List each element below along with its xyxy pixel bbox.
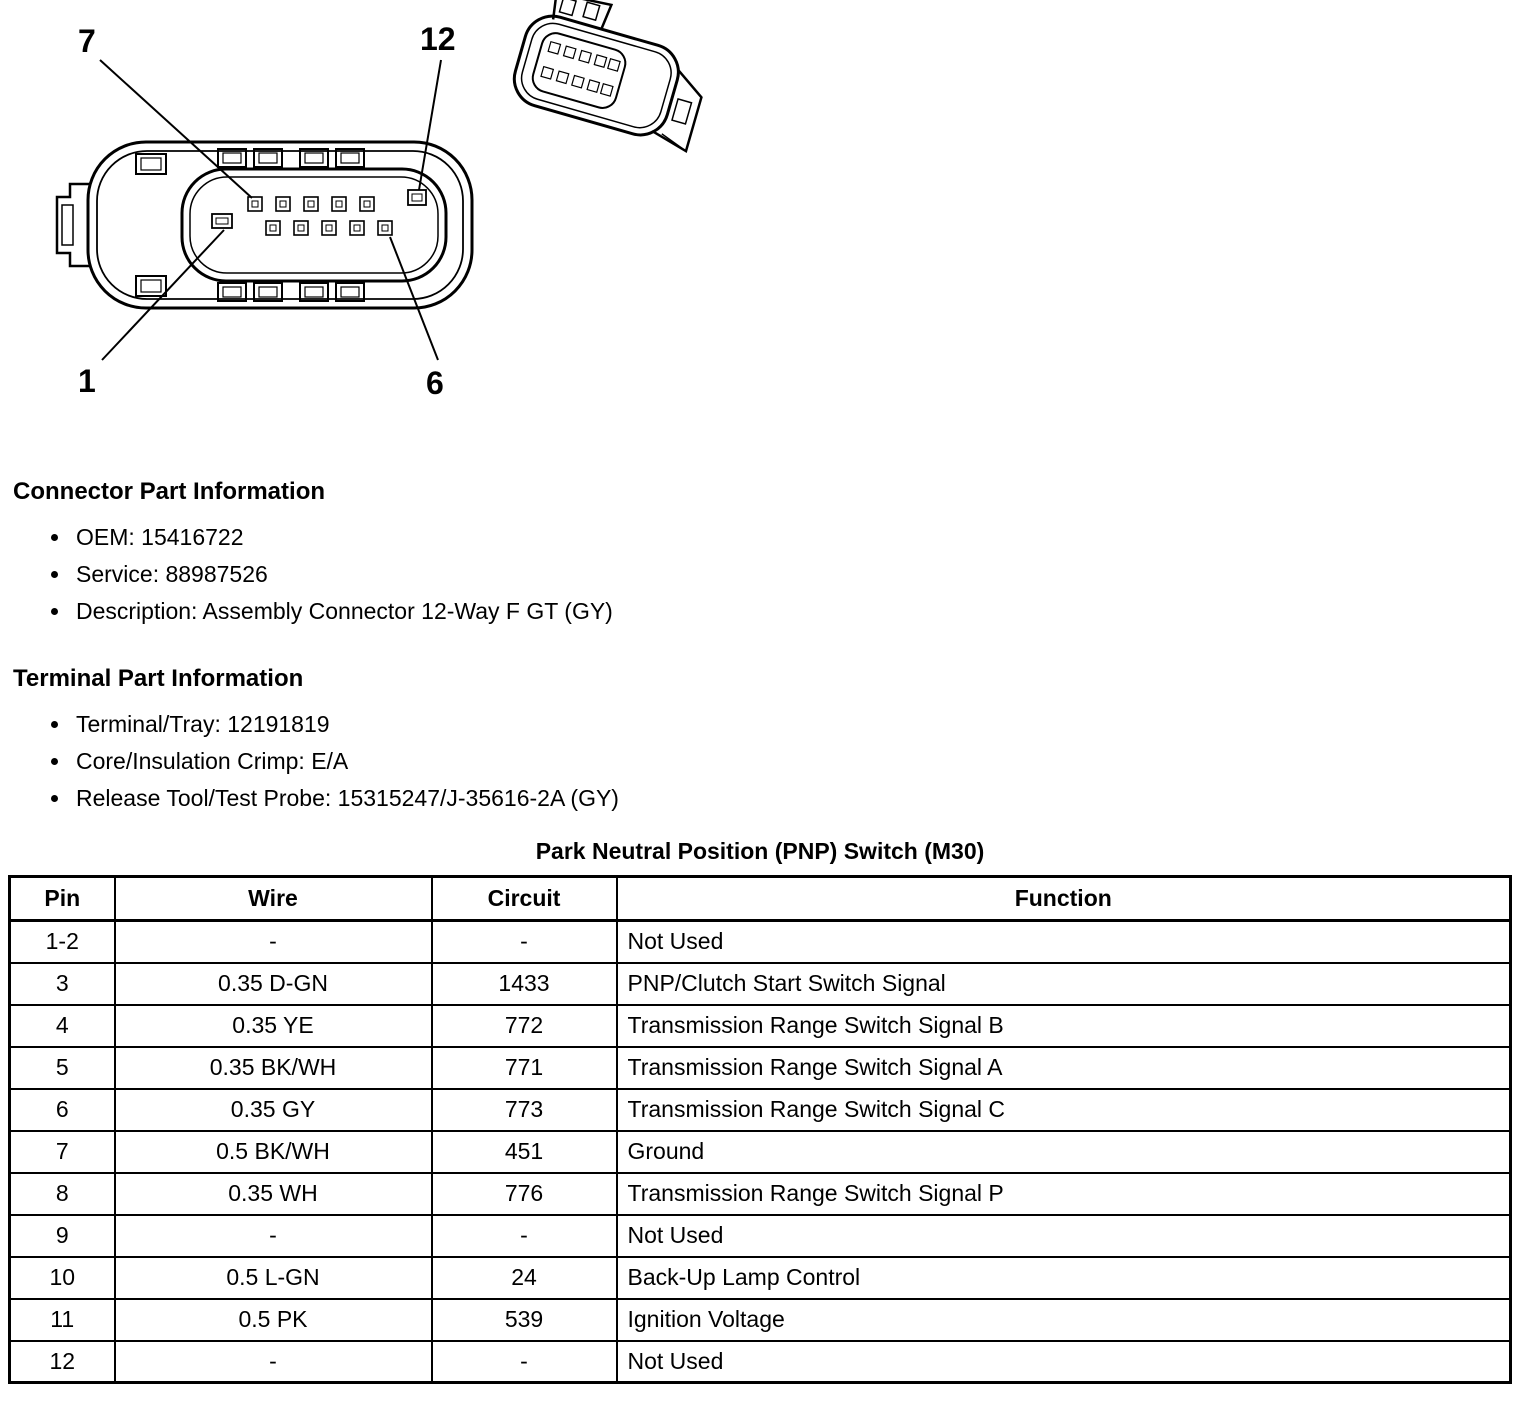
list-item-terminal-tray: • Terminal/Tray: 12191819 [72,711,1520,738]
list-item-release-tool: • Release Tool/Test Probe: 15315247/J-35616-2A (GY) [72,785,1520,812]
table-cell: 10 [10,1257,115,1299]
table-cell: 4 [10,1005,115,1047]
table-cell: 8 [10,1173,115,1215]
connector-perspective-view [507,0,719,151]
table-cell: - [115,1215,432,1257]
table-row [10,1089,1511,1131]
connector-face-view [57,142,472,308]
connector-diagram [0,0,1520,438]
table-cell: 776 [432,1173,617,1215]
callout-pin-1: 1 [78,363,96,399]
table-cell: Ignition Voltage [617,1299,1511,1341]
connector-diagram-svg [0,0,1520,438]
terminal-pin-1 [212,214,232,228]
list-item-oem: • OEM: 15416722 [72,524,1520,551]
callout-lines [100,60,441,360]
col-header-function: Function [617,877,1511,921]
list-item-service: • Service: 88987526 [72,561,1520,588]
callout-pin-12: 12 [420,21,456,57]
table-cell: Ground [617,1131,1511,1173]
terminal-row-top [248,197,374,211]
table-cell: - [115,921,432,963]
table-title: Park Neutral Position (PNP) Switch (M30) [535,838,985,864]
table-cell: 3 [10,963,115,1005]
table-row [10,1299,1511,1341]
table-cell: 0.35 YE [115,1005,432,1047]
table-cell: Transmission Range Switch Signal C [617,1089,1511,1131]
table-row [10,1173,1511,1215]
table-cell: Back-Up Lamp Control [617,1257,1511,1299]
table-cell: 5 [10,1047,115,1089]
table-cell: 771 [432,1047,617,1089]
table-cell: 0.5 L-GN [115,1257,432,1299]
table-cell: 6 [10,1089,115,1131]
table-cell: 773 [432,1089,617,1131]
table-cell: 0.5 PK [115,1299,432,1341]
table-cell: 0.35 D-GN [115,963,432,1005]
table-cell: 539 [432,1299,617,1341]
table-cell: Transmission Range Switch Signal B [617,1005,1511,1047]
table-cell: - [432,1341,617,1383]
table-cell: - [115,1341,432,1383]
table-cell: Not Used [617,921,1511,963]
list-item-description: • Description: Assembly Connector 12-Way F GT (GY) [72,598,1520,625]
table-row [10,1341,1511,1383]
table-cell: 9 [10,1215,115,1257]
callout-pin-7: 7 [78,23,96,59]
table-cell: 0.5 BK/WH [115,1131,432,1173]
terminal-part-info-list [0,711,1520,812]
table-cell: 0.35 GY [115,1089,432,1131]
table-cell: Not Used [617,1341,1511,1383]
col-header-circuit: Circuit [432,877,617,921]
table-cell: 1-2 [10,921,115,963]
table-cell: 12 [10,1341,115,1383]
list-item-crimp: • Core/Insulation Crimp: E/A [72,748,1520,775]
table-cell: 0.35 BK/WH [115,1047,432,1089]
table-row [10,963,1511,1005]
connector-part-info-list [0,524,1520,625]
table-row [10,1047,1511,1089]
table-row [10,1005,1511,1047]
perspective-terminal-grid [541,42,620,96]
table-body [10,921,1511,1383]
table-row [10,1131,1511,1173]
terminal-part-info-heading: Terminal Part Information [13,665,304,692]
pnp-pinout-table [8,875,1512,1384]
table-cell: 7 [10,1131,115,1173]
table-cell: Transmission Range Switch Signal A [617,1047,1511,1089]
table-cell: 0.35 WH [115,1173,432,1215]
table-cell: 1433 [432,963,617,1005]
table-cell: Transmission Range Switch Signal P [617,1173,1511,1215]
table-cell: 451 [432,1131,617,1173]
connector-part-info-heading: Connector Part Information [13,478,326,505]
callout-pin-6: 6 [426,365,444,401]
col-header-pin: Pin [10,877,115,921]
table-cell: - [432,1215,617,1257]
table-header-row [10,877,1511,921]
col-header-wire: Wire [115,877,432,921]
table-cell: 24 [432,1257,617,1299]
table-cell: 772 [432,1005,617,1047]
table-cell: PNP/Clutch Start Switch Signal [617,963,1511,1005]
table-row [10,1215,1511,1257]
table-row [10,921,1511,963]
table-cell: Not Used [617,1215,1511,1257]
table-row [10,1257,1511,1299]
table-cell: - [432,921,617,963]
terminal-row-bottom [266,221,392,235]
terminal-pin-12 [408,190,426,205]
table-cell: 11 [10,1299,115,1341]
